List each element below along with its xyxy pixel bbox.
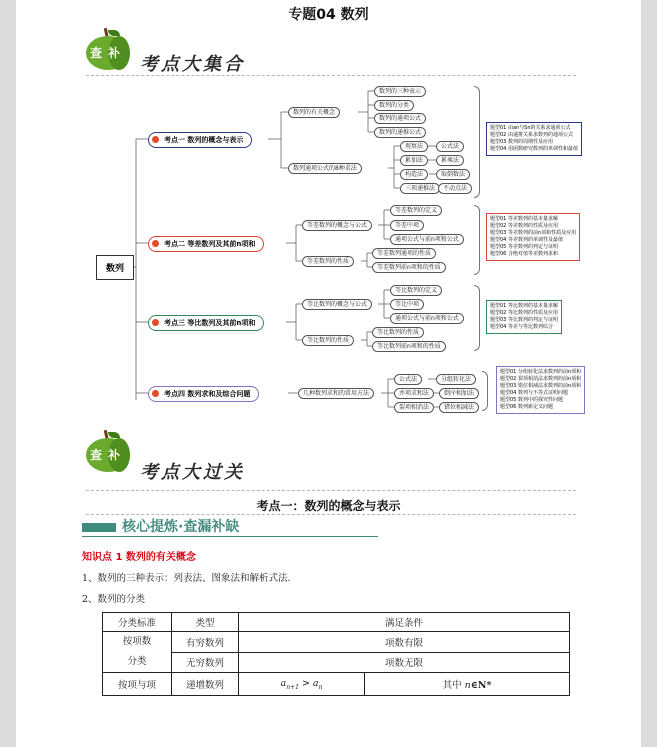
kd2-leaf: 等差数列的定义 xyxy=(390,205,442,216)
kd1-brace xyxy=(474,86,480,198)
question-type: 题型02 等差数列的性质及应用 xyxy=(490,223,558,229)
table-row xyxy=(103,632,570,653)
kd2-label: 考点二 等差数列及其前n项和 xyxy=(164,240,256,248)
kd4-brace xyxy=(482,371,488,411)
kd1-leaf: 数列的递推公式 xyxy=(374,127,426,138)
banner1-chars: 查补 xyxy=(89,46,126,60)
mind-map xyxy=(76,80,582,411)
kd1-method: 构造法 xyxy=(400,169,428,180)
table-row xyxy=(103,652,570,673)
kd2-leaf: 通项公式与前n项和公式 xyxy=(390,234,464,245)
header-bar-icon xyxy=(82,523,116,532)
apple-logo-1 xyxy=(86,30,130,70)
cond-set: ∈N* xyxy=(470,680,492,691)
classification-table xyxy=(102,612,570,696)
kd4-question-types xyxy=(496,366,585,414)
cond-n: n xyxy=(464,680,471,691)
question-type: 题型05 数列中的探究性问题 xyxy=(500,397,563,403)
divider xyxy=(86,75,576,76)
math-sub: n xyxy=(318,683,323,691)
kd2-branch2: 等差数列的性质 xyxy=(302,256,354,267)
apple-logo-2 xyxy=(86,432,130,472)
kd4-method: 分组转化法 xyxy=(436,374,476,385)
table-math-cell xyxy=(239,673,365,696)
question-type: 题型05 等差数列的判定与证明 xyxy=(490,244,558,250)
kd1-method: 不动点法 xyxy=(438,183,472,194)
knowledge-point-heading: 知识点 1 数列的有关概念 xyxy=(82,552,196,563)
kd3-leaf: 等比数列的定义 xyxy=(390,285,442,296)
banner2-text: 考点大过关 xyxy=(140,462,245,483)
kd3-label: 考点三 等比数列及其前n项和 xyxy=(164,319,256,327)
kd1-leaf: 数列的通项公式 xyxy=(374,113,426,124)
kd1-leaf: 数列的分类 xyxy=(374,100,414,111)
math-a: a xyxy=(280,677,287,689)
core-header xyxy=(82,515,378,537)
question-type: 题型03 数列的周期性及应用 xyxy=(490,139,553,145)
kd4-method: 公式法 xyxy=(394,374,422,385)
table-cell-text: 按项数 xyxy=(122,636,152,647)
kd3-leaf: 等比数列的性质 xyxy=(372,327,424,338)
document-page xyxy=(16,0,641,747)
table-header: 类型 xyxy=(172,613,239,632)
question-type: 题型01 由an与Sn的关系求通项公式 xyxy=(490,125,571,131)
table-cell: 项数有限 xyxy=(239,632,570,653)
table-cell: 无穷数列 xyxy=(172,652,239,673)
question-type: 题型01 等比数列的基本量求解 xyxy=(490,303,558,309)
table-row xyxy=(103,673,570,696)
kd2-brace xyxy=(474,205,480,275)
kd1-leaf: 数列的三种表示 xyxy=(374,86,426,97)
table-cell xyxy=(365,673,570,696)
kd4-method: 错位相减法 xyxy=(439,402,479,413)
kd2-question-types xyxy=(486,213,580,261)
question-type: 题型03 等比数列的判定与证明 xyxy=(490,317,558,323)
kd4-branch1: 几种数列求和的常用方法 xyxy=(298,388,374,399)
kd1-method: 累乘法 xyxy=(436,155,464,166)
section-title: 考点一：数列的概念与表示 xyxy=(256,499,401,513)
question-type: 题型02 裂项相消法求数列的前n项和 xyxy=(500,376,582,382)
question-type: 题型04 等差与等比数列综合 xyxy=(490,324,553,330)
table-header-row xyxy=(103,613,570,632)
question-type: 题型04 用函数研究数列的单调性和最值 xyxy=(490,146,578,152)
kd4-label: 考点四 数列求和及综合问题 xyxy=(164,390,251,398)
kd3-leaf: 等比数列前n项和的性质 xyxy=(372,341,446,352)
table-cell-text: 分类 xyxy=(127,656,147,667)
kd3-branch1: 等比数列的概念与公式 xyxy=(302,299,372,310)
kd4-method: 倒序相加法 xyxy=(439,388,479,399)
kd2-leaf: 等差数列前n项和的性质 xyxy=(372,262,446,273)
table-cell xyxy=(103,632,172,673)
root-node: 数列 xyxy=(96,255,134,280)
kd1-method: 取倒数法 xyxy=(436,169,470,180)
question-type: 题型04 数列与不等式证明问题 xyxy=(500,390,568,396)
question-type: 题型01 等差数列的基本量求解 xyxy=(490,216,558,222)
paragraph: 1、数列的三种表示：列表法、图象法和解析式法. xyxy=(82,573,291,584)
math-op: > xyxy=(298,677,313,689)
cond-text: 其中 xyxy=(442,680,465,691)
kd1-method: 公式法 xyxy=(436,141,464,152)
banner2-chars: 查补 xyxy=(89,448,126,462)
question-type: 题型03 等差数列的前n项和性质及应用 xyxy=(490,230,577,236)
kd1-branch2: 数列通项公式的8种求法 xyxy=(288,163,362,174)
kd1-node xyxy=(148,132,252,148)
kd2-node xyxy=(148,236,264,252)
table-cell: 有穷数列 xyxy=(172,632,239,653)
kd4-method: 裂项相消法 xyxy=(394,402,434,413)
question-type: 题型02 等比数列的性质及应用 xyxy=(490,310,558,316)
question-type: 题型04 等差数列的单调性及最值 xyxy=(490,237,563,243)
kd3-question-types xyxy=(486,300,562,334)
kd1-branch1: 数列的有关概念 xyxy=(288,107,340,118)
kd3-brace xyxy=(474,285,480,351)
table-header: 满足条件 xyxy=(239,613,570,632)
question-type: 题型06 数列新定义问题 xyxy=(500,404,553,410)
banner1-text: 考点大集合 xyxy=(140,54,245,75)
kd2-branch1: 等差数列的概念与公式 xyxy=(302,220,372,231)
kd1-method: 观察法 xyxy=(400,141,428,152)
math-sub: n+1 xyxy=(286,683,299,691)
kd4-method: 并项求和法 xyxy=(394,388,434,399)
table-cell: 项数无限 xyxy=(239,652,570,673)
page-title: 专题04 数列 xyxy=(288,7,369,23)
kd1-method: 三项递推法 xyxy=(400,183,440,194)
question-type: 题型06 含绝对值等差数列求和 xyxy=(490,251,558,257)
kd3-leaf: 等比中项 xyxy=(390,299,424,310)
math-a: a xyxy=(312,677,319,689)
kd3-leaf: 通项公式与前n项和公式 xyxy=(390,313,464,324)
table-cell: 按项与项 xyxy=(103,673,172,696)
divider xyxy=(86,490,576,491)
kd2-leaf: 等差数列通项的性质 xyxy=(372,248,436,259)
table-header: 分类标准 xyxy=(103,613,172,632)
kd1-question-types xyxy=(486,122,582,156)
kd1-method: 累加法 xyxy=(400,155,428,166)
table-cell: 递增数列 xyxy=(172,673,239,696)
kd2-leaf: 等差中项 xyxy=(390,220,424,231)
kd1-label: 考点一 数列的概念与表示 xyxy=(164,136,244,144)
question-type: 题型03 错位相减法求数列的前n项和 xyxy=(500,383,582,389)
question-type: 题型02 由递推关系求数列的通项公式 xyxy=(490,132,573,138)
kd3-node xyxy=(148,315,264,331)
kd4-node xyxy=(148,386,259,402)
question-type: 题型01 分组转化法求数列的前n项和 xyxy=(500,369,582,375)
paragraph: 2、数列的分类 xyxy=(82,594,146,605)
core-header-text: 核心提炼·查漏补缺 xyxy=(122,519,240,535)
kd3-branch2: 等比数列的性质 xyxy=(302,335,354,346)
